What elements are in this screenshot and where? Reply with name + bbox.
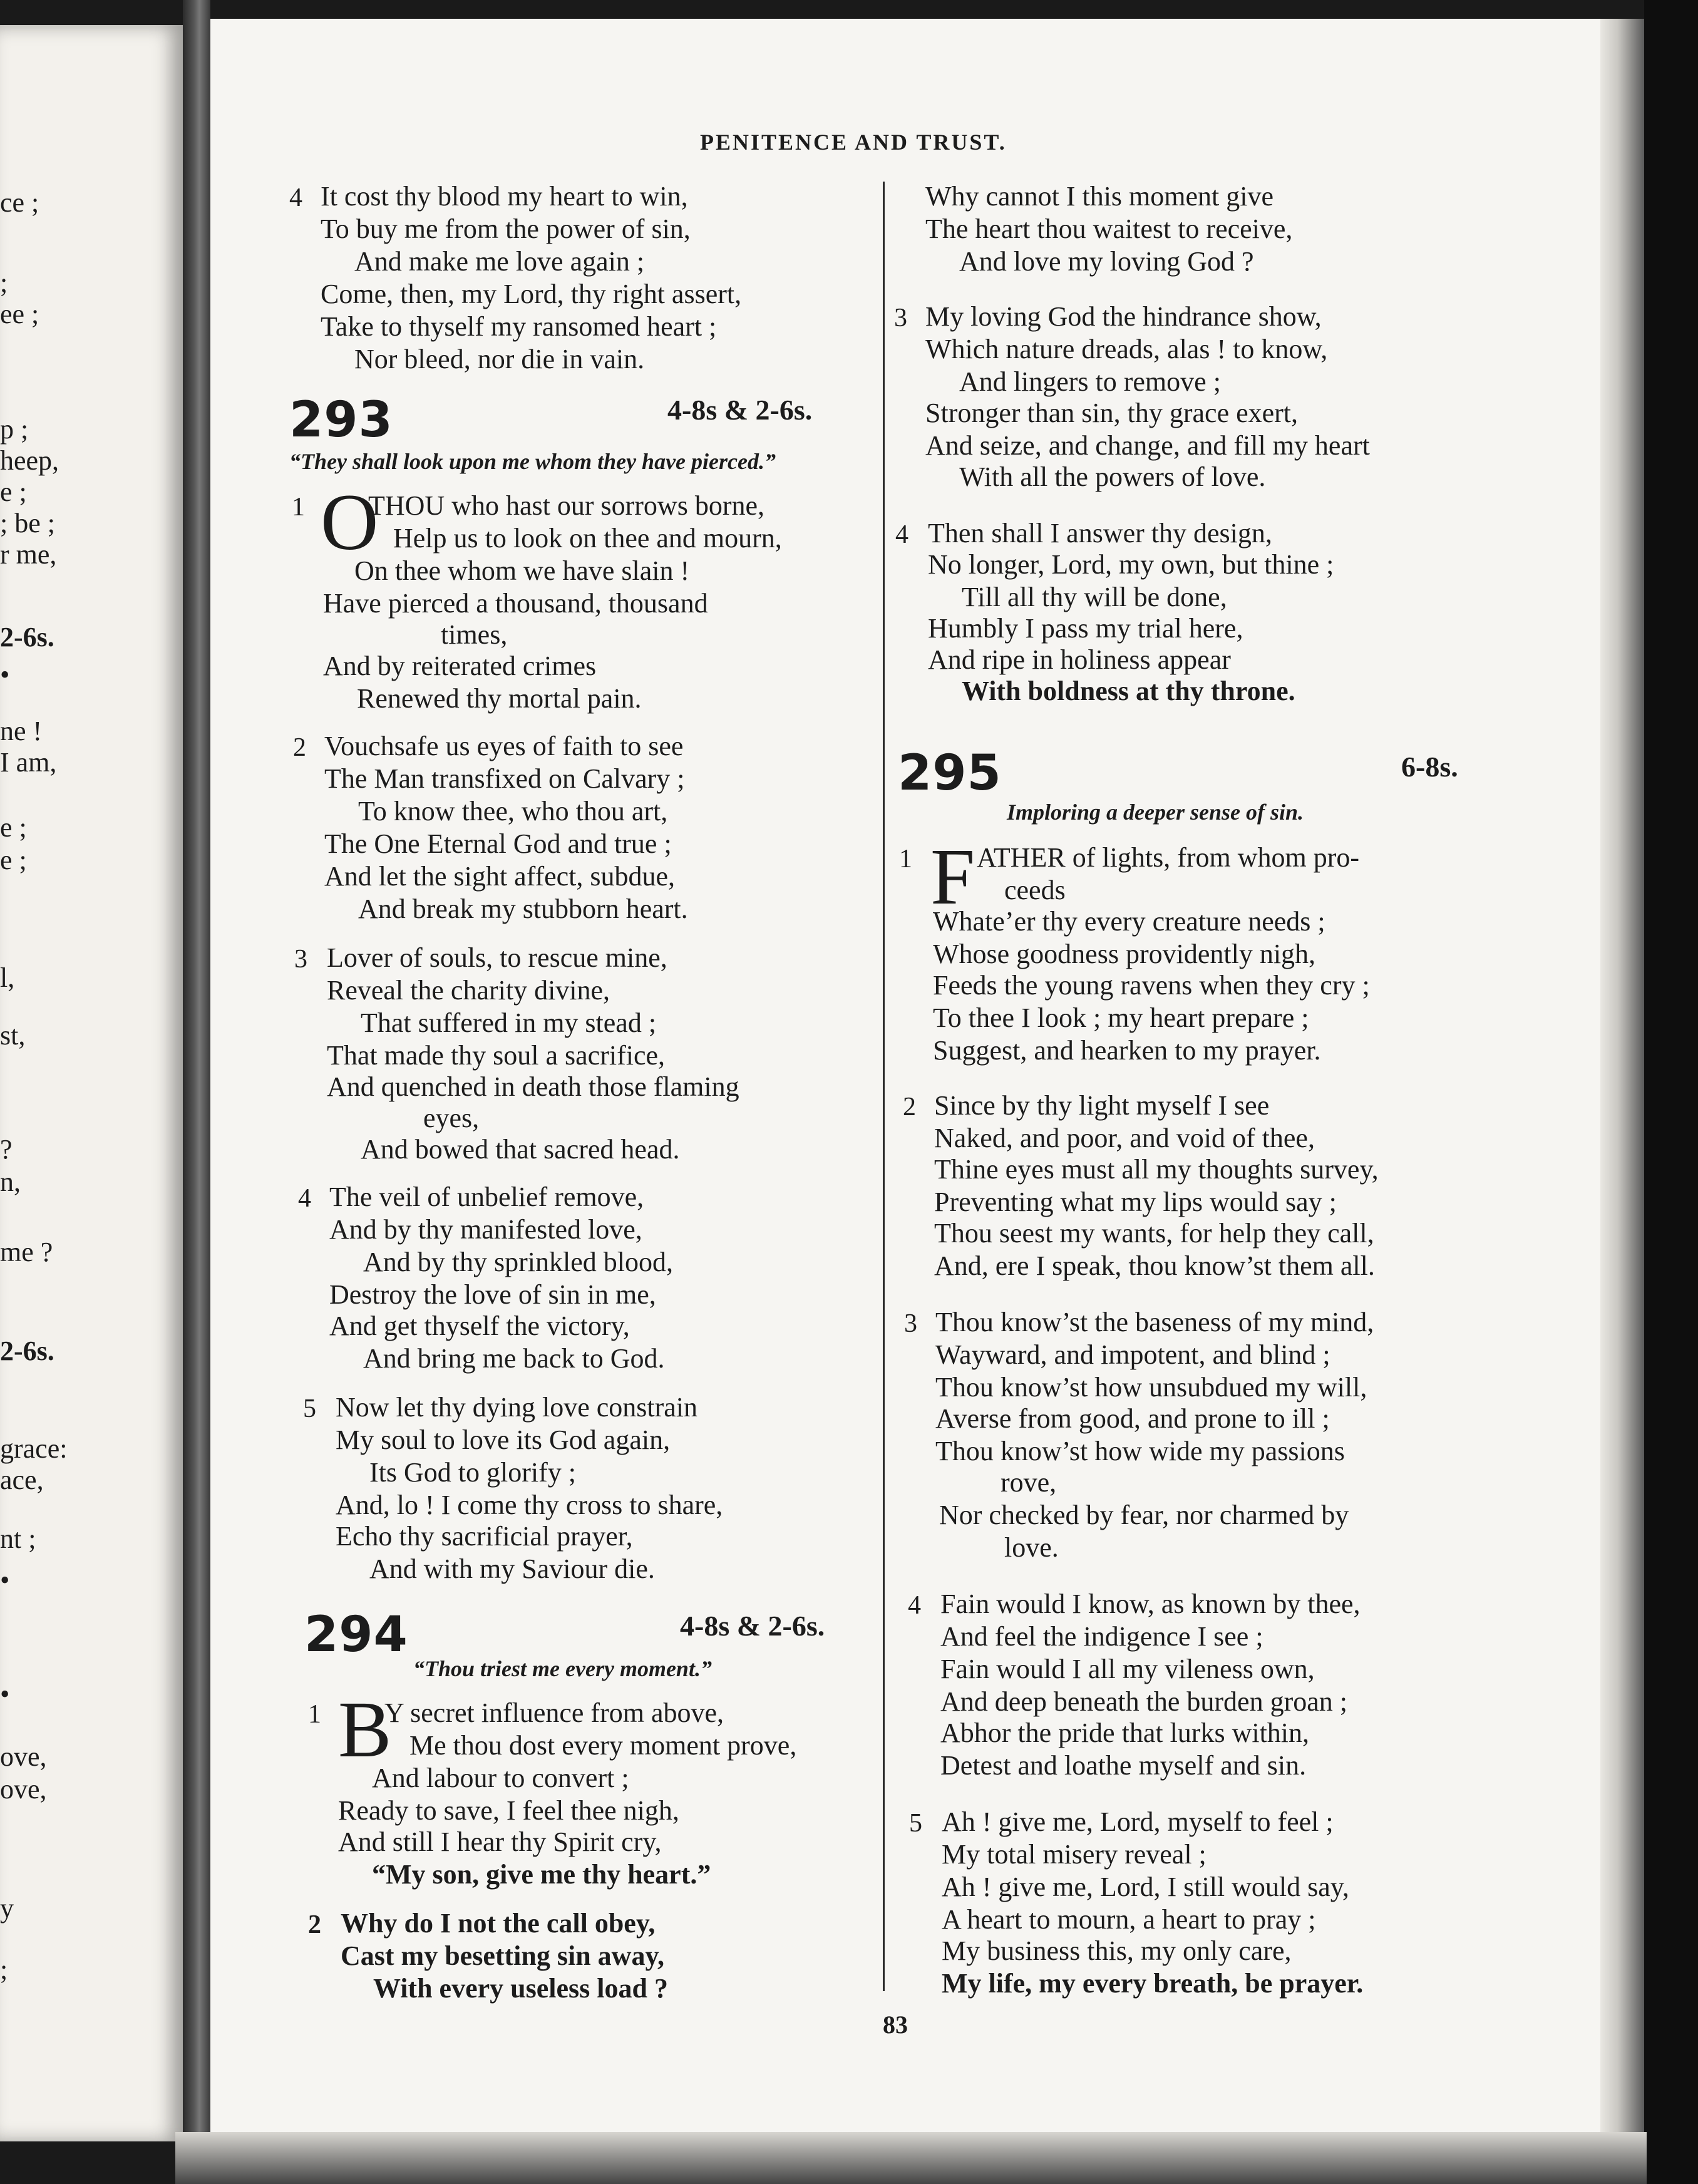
fragment: me ? [0, 1237, 53, 1267]
hymn-meter: 6-8s. [1401, 751, 1458, 783]
fragment: ; be ; [0, 508, 55, 538]
hymn-line: times, [441, 619, 508, 650]
hymn-line: Now let thy dying love constrain [336, 1392, 698, 1423]
hymn-line: Which nature dreads, alas ! to know, [925, 334, 1328, 364]
hymn-line: Since by thy light myself I see [934, 1090, 1270, 1121]
fragment: 2-6s. [0, 622, 54, 652]
hymn-line: eyes, [423, 1103, 480, 1133]
hymn-line: And deep beneath the burden groan ; [940, 1686, 1347, 1717]
hymn-line: The Man transfixed on Calvary ; [324, 763, 685, 794]
fragment: p ; [0, 414, 29, 445]
hymn-line: And feel the indigence I see ; [940, 1621, 1263, 1652]
hymn-line: With boldness at thy throne. [962, 676, 1295, 706]
hymn-line: And, lo ! I come thy cross to share, [336, 1490, 723, 1520]
hymn-line: Thou know’st how unsubdued my will, [935, 1372, 1367, 1403]
fragment: ace, [0, 1465, 44, 1495]
hymn-line: Humbly I pass my trial here, [928, 613, 1243, 644]
verse-number: 2 [308, 1910, 321, 1939]
fragment: ce ; [0, 187, 39, 218]
fragment: I am, [0, 747, 57, 778]
fragment: heep, [0, 445, 59, 476]
fragment: st, [0, 1020, 26, 1051]
hymn-line: Have pierced a thousand, thousand [323, 588, 708, 619]
hymn-line: THOU who hast our sorrows borne, [368, 490, 765, 521]
book-gutter [183, 0, 210, 2184]
hymn-line: The veil of unbelief remove, [329, 1182, 644, 1212]
hymn-line: And break my stubborn heart. [358, 894, 688, 924]
fragment: n, [0, 1167, 21, 1197]
hymn-line: Reveal the charity divine, [327, 975, 610, 1006]
hymn-line: Lover of souls, to rescue mine, [327, 942, 667, 973]
hymn-line: And make me love again ; [354, 246, 645, 277]
hymn-line: Thou know’st how wide my passions [935, 1436, 1345, 1466]
hymn-line: Why cannot I this moment give [925, 181, 1274, 212]
hymn-line: Ah ! give me, Lord, I still would say, [942, 1872, 1349, 1902]
hymn-line: Me thou dost every moment prove, [409, 1730, 797, 1761]
hymn-line: Nor checked by fear, nor charmed by [939, 1500, 1349, 1530]
hymn-line: And lingers to remove ; [959, 366, 1221, 397]
fragment: 2-6s. [0, 1336, 54, 1366]
hymn-line: My life, my every breath, be prayer. [942, 1968, 1364, 1999]
verse-number: 4 [289, 183, 302, 212]
page-edge [1600, 19, 1644, 2160]
verse-number: 4 [895, 520, 908, 549]
verse-number: 5 [909, 1809, 922, 1838]
fragment: ; [0, 267, 8, 298]
hymn-line: Vouchsafe us eyes of faith to see [324, 731, 684, 761]
drop-cap: O [321, 478, 379, 567]
hymn-line: And bowed that sacred head. [361, 1134, 680, 1165]
hymn-line: Renewed thy mortal pain. [357, 683, 642, 714]
book-cover-edge [1644, 0, 1698, 2184]
hymn-line: The heart thou waitest to receive, [925, 214, 1293, 244]
hymn-line: The One Eternal God and true ; [324, 828, 672, 859]
fragment: ove, [0, 1741, 47, 1772]
column-divider [883, 182, 885, 1991]
verse-number: 2 [293, 733, 306, 762]
verse-number: 1 [308, 1700, 321, 1729]
hymn-line: “My son, give me thy heart.” [372, 1859, 711, 1890]
hymn-line: And still I hear thy Spirit cry, [338, 1826, 662, 1857]
hymn-line: Detest and loathe myself and sin. [940, 1750, 1307, 1781]
hymn-line: And bring me back to God. [363, 1343, 665, 1374]
fragment: l, [0, 962, 15, 993]
running-head: PENITENCE AND TRUST. [700, 130, 1007, 155]
hymn-line: My total misery reveal ; [942, 1839, 1207, 1870]
hymn-epigraph: “They shall look upon me whom they have pierced.” [289, 449, 776, 474]
hymn-line: And by thy manifested love, [329, 1214, 642, 1245]
hymn-line: Ready to save, I feel thee nigh, [338, 1795, 679, 1826]
verse-number: 3 [294, 945, 307, 974]
fragment: y [0, 1893, 14, 1924]
hymn-line: Till all thy will be done, [962, 582, 1227, 612]
hymn-line: And by reiterated crimes [323, 651, 597, 681]
hymn-line: No longer, Lord, my own, but thine ; [928, 549, 1334, 580]
hymn-line: And labour to convert ; [372, 1763, 629, 1793]
hymn-line: Fain would I all my vileness own, [940, 1654, 1315, 1684]
hymn-number: 295 [898, 745, 1002, 801]
hymn-line: And get thyself the victory, [329, 1311, 630, 1341]
drop-cap: B [338, 1685, 392, 1774]
hymn-line: With all the powers of love. [959, 461, 1266, 492]
fragment: • [0, 1565, 10, 1595]
fragment: r me, [0, 539, 57, 570]
hymn-epigraph: Imploring a deeper sense of sin. [1007, 800, 1304, 825]
verse-number: 5 [303, 1394, 316, 1423]
hymn-line: Stronger than sin, thy grace exert, [925, 398, 1299, 428]
verse-number: 3 [904, 1309, 917, 1338]
hymn-line: With every useless load ? [373, 1973, 668, 2004]
hymn-line: And with my Saviour die. [369, 1553, 655, 1584]
hymn-line: And seize, and change, and fill my heart [925, 430, 1370, 461]
hymn-line: ceeds [1004, 875, 1066, 905]
hymn-meter: 4-8s & 2-6s. [680, 1610, 825, 1642]
page-number: 83 [883, 2011, 908, 2039]
verse-number: 4 [298, 1184, 311, 1213]
hymn-line: Preventing what my lips would say ; [934, 1187, 1337, 1217]
fragment: e ; [0, 845, 27, 875]
fragment: nt ; [0, 1523, 36, 1554]
hymn-line: Averse from good, and prone to ill ; [935, 1403, 1330, 1434]
verse-number: 4 [908, 1591, 921, 1620]
hymn-line: To buy me from the power of sin, [321, 214, 691, 244]
hymn-line: And love my loving God ? [959, 246, 1254, 277]
hymn-line: Feeds the young ravens when they cry ; [933, 970, 1370, 1001]
hymn-line: Nor bleed, nor die in vain. [354, 344, 645, 374]
hymn-line: Come, then, my Lord, thy right assert, [321, 279, 742, 309]
hymn-line: Naked, and poor, and void of thee, [934, 1123, 1315, 1153]
hymn-line: Its God to glorify ; [369, 1457, 576, 1488]
hymn-number: 294 [304, 1607, 408, 1663]
hymn-epigraph: “Thou triest me every moment.” [413, 1656, 712, 1681]
fragment: ove, [0, 1774, 47, 1805]
hymn-line: And, ere I speak, thou know’st them all. [934, 1250, 1375, 1281]
verse-number: 1 [292, 493, 305, 522]
fragment: • [0, 1679, 10, 1709]
fragment: grace: [0, 1433, 68, 1464]
fragment: e ; [0, 812, 27, 843]
hymn-line: Whose goodness providently nigh, [933, 939, 1316, 969]
hymn-line: And ripe in holiness appear [928, 644, 1231, 675]
hymn-line: Suggest, and hearken to my prayer. [933, 1035, 1321, 1066]
hymn-line: Fain would I know, as known by thee, [940, 1589, 1361, 1619]
fragment: ne ! [0, 716, 43, 746]
page-bottom-edge [175, 2132, 1647, 2184]
hymn-line: love. [1004, 1532, 1059, 1563]
hymn-line: To thee I look ; my heart prepare ; [933, 1002, 1309, 1033]
hymn-line: Y secret influence from above, [384, 1697, 724, 1728]
hymn-line: My loving God the hindrance show, [925, 301, 1322, 332]
hymn-line: Echo thy sacrificial prayer, [336, 1521, 633, 1552]
verse-number: 1 [899, 845, 912, 873]
hymn-line: And let the sight affect, subdue, [324, 861, 676, 892]
hymn-line: Why do I not the call obey, [341, 1908, 656, 1939]
hymn-line: Ah ! give me, Lord, myself to feel ; [942, 1806, 1334, 1837]
drop-cap: F [930, 832, 975, 921]
fragment: ; [0, 1954, 8, 1985]
hymn-line: A heart to mourn, a heart to pray ; [942, 1904, 1316, 1935]
fragment: ? [0, 1134, 13, 1165]
hymn-line: On thee whom we have slain ! [354, 555, 690, 586]
hymn-line: And quenched in death those flaming [327, 1071, 739, 1102]
fragment: e ; [0, 476, 27, 507]
hymn-line: That suffered in my stead ; [361, 1007, 657, 1038]
verse-number: 2 [903, 1093, 916, 1121]
verse-number: 3 [894, 304, 907, 332]
hymn-line: Thou know’st the baseness of my mind, [935, 1307, 1374, 1337]
fragment: • [0, 659, 10, 690]
hymn-line: My business this, my only care, [942, 1935, 1292, 1966]
hymn-line: My soul to love its God again, [336, 1424, 671, 1455]
hymn-line: To know thee, who thou art, [358, 796, 668, 827]
hymn-line: Destroy the love of sin in me, [329, 1279, 656, 1310]
facing-page-left [0, 25, 183, 2141]
hymn-meter: 4-8s & 2-6s. [667, 394, 813, 426]
hymn-line: Help us to look on thee and mourn, [393, 523, 782, 554]
hymn-line: Thine eyes must all my thoughts survey, [934, 1154, 1379, 1185]
hymn-line: Whate’er thy every creature needs ; [933, 906, 1325, 937]
hymn-line: It cost thy blood my heart to win, [321, 181, 688, 212]
hymn-line: rove, [1001, 1467, 1057, 1498]
hymn-line: And by thy sprinkled blood, [363, 1247, 673, 1277]
hymn-line: Abhor the pride that lurks within, [940, 1718, 1310, 1748]
hymn-number: 293 [289, 392, 393, 448]
hymn-line: Cast my besetting sin away, [341, 1940, 665, 1971]
hymn-line: Then shall I answer thy design, [928, 518, 1272, 549]
fragment: ee ; [0, 299, 39, 329]
hymn-line: That made thy soul a sacrifice, [327, 1040, 666, 1071]
hymn-line: Wayward, and impotent, and blind ; [935, 1339, 1330, 1370]
hymn-line: Thou seest my wants, for help they call, [934, 1218, 1374, 1249]
hymn-line: Take to thyself my ransomed heart ; [321, 311, 717, 342]
hymn-line: ATHER of lights, from whom pro- [977, 842, 1360, 873]
